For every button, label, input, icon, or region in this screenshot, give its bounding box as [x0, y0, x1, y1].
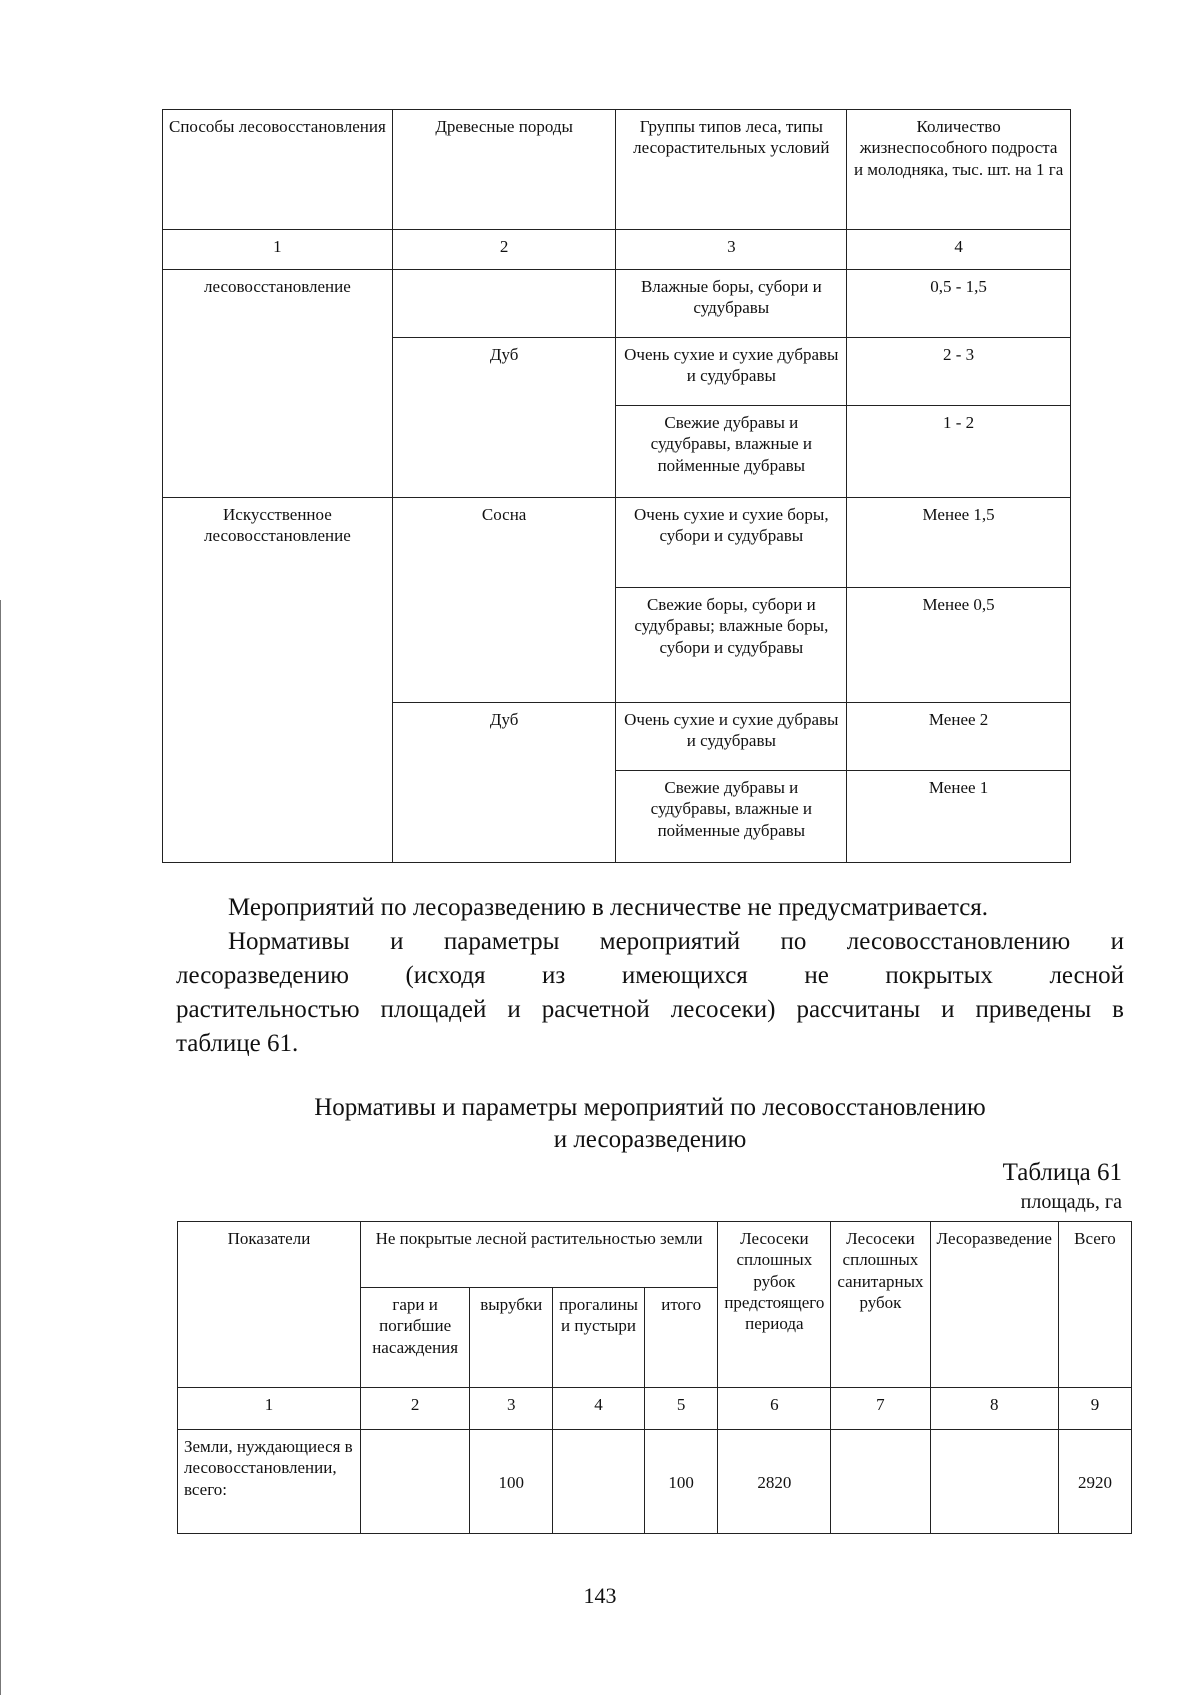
- afforestation-parameters-table: [177, 1221, 1132, 1534]
- header-species: Древесные породы: [392, 110, 616, 230]
- scan-edge-line: [0, 600, 1, 1695]
- col-number: 6: [718, 1388, 831, 1430]
- value-cell: 0,5 - 1,5: [847, 270, 1071, 338]
- forest-type-cell: Очень сухие и сухие дубравы и судубравы: [616, 703, 847, 771]
- table-row: [163, 270, 1071, 338]
- species-cell: Дуб: [392, 703, 616, 863]
- table-caption: и лесоразведению: [553, 1126, 747, 1153]
- column-number-row: [178, 1388, 1132, 1430]
- value-glades: [553, 1430, 645, 1534]
- page-number: 143: [583, 1583, 617, 1608]
- value-cell: Менее 1: [847, 771, 1071, 863]
- header-quantity: Количество жизнеспособного подроста и молодняка, тыс. шт. на 1 га: [847, 110, 1071, 230]
- header-burned: гари и погибшие насаждения: [360, 1288, 469, 1388]
- table-header-row: [163, 110, 1071, 230]
- header-total-sub: итого: [644, 1288, 717, 1388]
- value-sanitary: [831, 1430, 930, 1534]
- body-text-line: Мероприятий по лесоразведению в лесничестве не предусматривается.: [228, 894, 989, 921]
- forest-type-cell: Свежие дубравы и судубравы, влажные и пойменные дубравы: [616, 771, 847, 863]
- value-total-sub: 100: [644, 1430, 717, 1534]
- col-number: 5: [644, 1388, 717, 1430]
- table-label: Таблица 61: [1002, 1159, 1122, 1186]
- value-cell: Менее 0,5: [847, 588, 1071, 703]
- col-number: 4: [553, 1388, 645, 1430]
- header-clearcuts: вырубки: [470, 1288, 553, 1388]
- species-cell: Сосна: [392, 498, 616, 703]
- forest-type-cell: Свежие дубравы и судубравы, влажные и пойменные дубравы: [616, 406, 847, 498]
- table-row: [178, 1430, 1132, 1534]
- col-number: 1: [178, 1388, 361, 1430]
- value-cell: Менее 2: [847, 703, 1071, 771]
- forest-type-cell: Очень сухие и сухие боры, субори и судубравы: [616, 498, 847, 588]
- forest-type-cell: Влажные боры, субори и судубравы: [616, 270, 847, 338]
- col-number: 2: [392, 230, 616, 270]
- header-glades: прогалины и пустыри: [553, 1288, 645, 1388]
- col-number: 7: [831, 1388, 930, 1430]
- column-number-row: [163, 230, 1071, 270]
- col-number: 3: [470, 1388, 553, 1430]
- value-cell: 1 - 2: [847, 406, 1071, 498]
- header-clear-felling: Лесосеки сплошных рубок предстоящего периода: [718, 1222, 831, 1388]
- body-text-line: лесоразведению (исходя из имеющихся не покрытых лесной: [176, 962, 1124, 989]
- header-methods: Способы лесовосстановления: [163, 110, 393, 230]
- col-number: 1: [163, 230, 393, 270]
- body-text-line: Нормативы и параметры мероприятий по лесовосстановлению и: [228, 928, 1124, 955]
- body-text-line: таблице 61.: [176, 1030, 299, 1057]
- forest-type-cell: Свежие боры, субори и судубравы; влажные боры, субори и судубравы: [616, 588, 847, 703]
- table-caption: Нормативы и параметры мероприятий по лесовосстановлению: [314, 1094, 986, 1121]
- value-cell: 2 - 3: [847, 338, 1071, 406]
- col-number: 9: [1058, 1388, 1131, 1430]
- header-afforestation: Лесоразведение: [930, 1222, 1058, 1388]
- row-label: Земли, нуждающиеся в лесовосстановлении, всего:: [178, 1430, 361, 1534]
- table-header-row: [178, 1222, 1132, 1288]
- species-cell-empty: [392, 270, 616, 338]
- header-total: Всего: [1058, 1222, 1131, 1388]
- header-unforested: Не покрытые лесной растительностью земли: [360, 1222, 717, 1288]
- method-cell: лесовосстановление: [163, 270, 393, 498]
- value-clearcuts: 100: [470, 1430, 553, 1534]
- value-burned: [360, 1430, 469, 1534]
- col-number: 8: [930, 1388, 1058, 1430]
- value-cell: Менее 1,5: [847, 498, 1071, 588]
- body-text-line: растительностью площадей и расчетной лесосеки) рассчитаны и приведены в: [176, 996, 1124, 1023]
- col-number: 4: [847, 230, 1071, 270]
- value-total: 2920: [1058, 1430, 1131, 1534]
- value-clear-felling: 2820: [718, 1430, 831, 1534]
- col-number: 3: [616, 230, 847, 270]
- header-sanitary: Лесосеки сплошных санитарных рубок: [831, 1222, 930, 1388]
- col-number: 2: [360, 1388, 469, 1430]
- forest-type-cell: Очень сухие и сухие дубравы и судубравы: [616, 338, 847, 406]
- header-indicators: Показатели: [178, 1222, 361, 1388]
- species-cell: Дуб: [392, 338, 616, 498]
- header-forest-types: Группы типов леса, типы лесорастительных условий: [616, 110, 847, 230]
- method-cell: Искусственное лесовосстановление: [163, 498, 393, 863]
- table-row: [163, 498, 1071, 588]
- value-afforestation: [930, 1430, 1058, 1534]
- unit-label: площадь, га: [1020, 1191, 1122, 1213]
- regeneration-norms-table: [162, 109, 1071, 863]
